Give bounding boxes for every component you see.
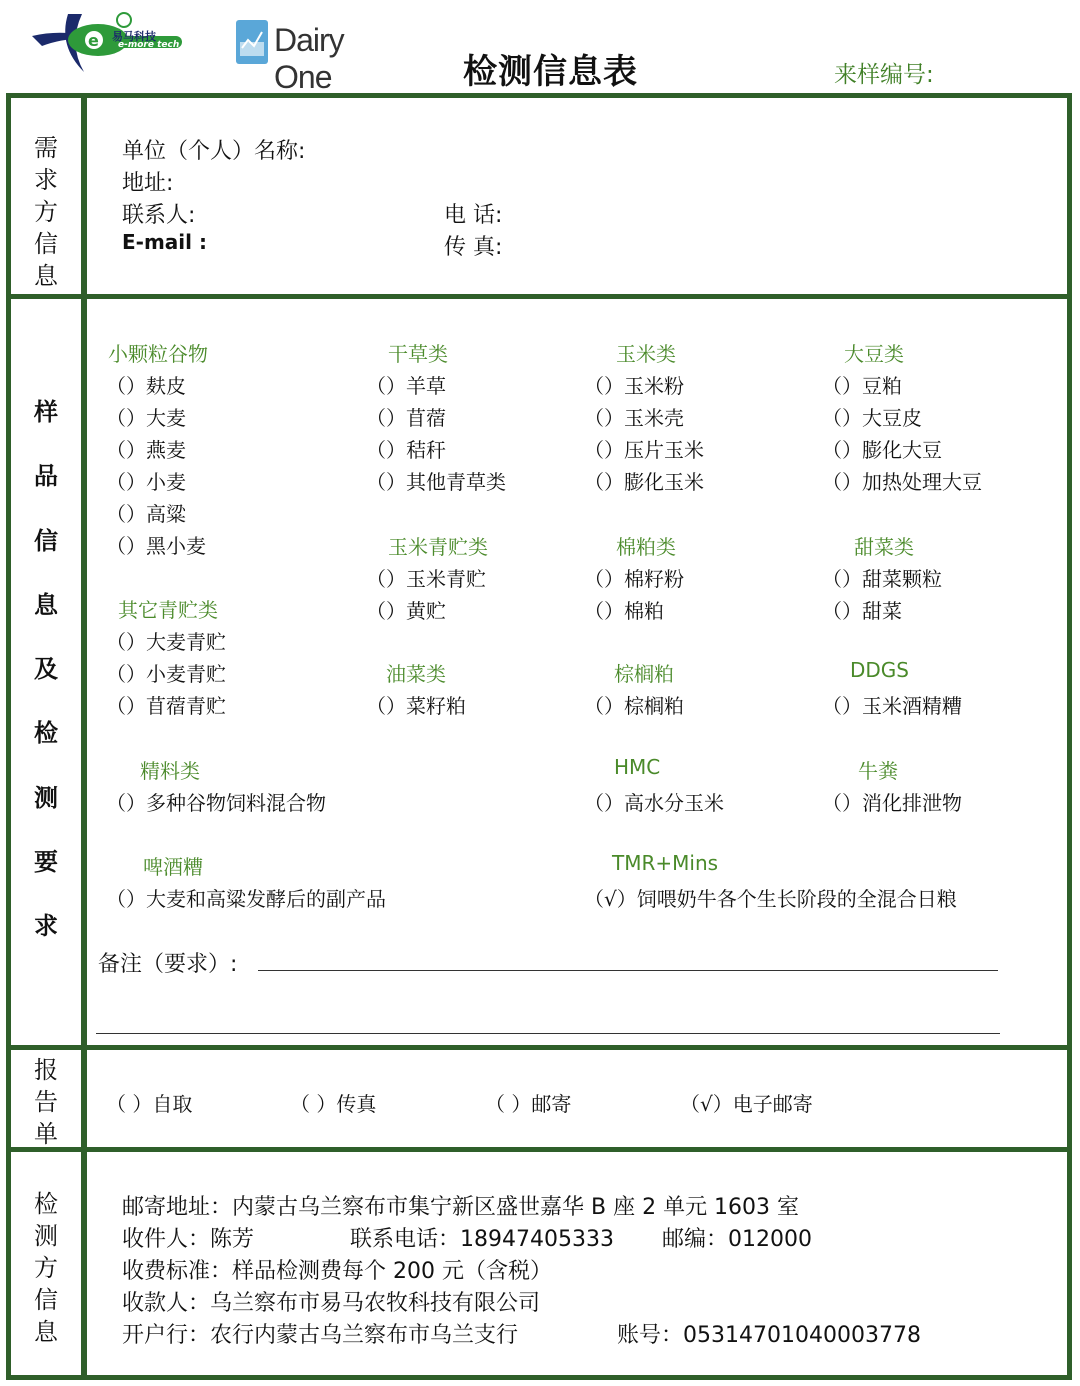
sample-category-label: DDGS [850, 658, 909, 682]
section-divider-3 [6, 1147, 1072, 1152]
report-option-email[interactable]: （√）电子邮寄 [680, 1092, 813, 1116]
phone-field[interactable]: 电 话: [444, 203, 503, 228]
sample-category-label: 小颗粒谷物 [108, 342, 208, 366]
sample-category-label: 油菜类 [386, 662, 446, 686]
remarks-line-1[interactable] [258, 970, 998, 971]
sample-option-checkbox[interactable]: （）棉粕 [584, 599, 664, 623]
contact-field[interactable]: 联系人: [122, 203, 196, 228]
unit-name-field[interactable]: 单位（个人）名称: [122, 139, 306, 164]
sample-category-label: 玉米青贮类 [388, 535, 488, 559]
e-more-logo-tagline: e-more tech [118, 40, 180, 50]
sample-option-checkbox[interactable]: （）甜菜 [822, 599, 902, 623]
sample-option-checkbox[interactable]: （）大麦 [106, 406, 186, 430]
report-option-fax[interactable]: （ ）传真 [290, 1092, 377, 1116]
lab-section-label: 检 测 方 信 息 [34, 1190, 58, 1346]
requester-section-label: 需 求 方 信 息 [34, 134, 58, 290]
sample-category-label: 牛粪 [858, 759, 898, 783]
remarks-label: 备注（要求）: [98, 952, 238, 977]
sample-option-checkbox[interactable]: （）玉米青贮 [366, 567, 486, 591]
lab-account: 账号：05314701040003778 [617, 1323, 921, 1348]
section-divider-2 [6, 1045, 1072, 1050]
form-frame [6, 93, 1072, 1380]
e-more-logo [28, 6, 188, 76]
sample-option-checkbox[interactable]: （）高粱 [106, 502, 186, 526]
remarks-line-2[interactable] [96, 1033, 1000, 1034]
sample-category-label: 大豆类 [844, 342, 904, 366]
sample-option-checkbox[interactable]: （）小麦 [106, 470, 186, 494]
sample-option-checkbox[interactable]: （）消化排泄物 [822, 791, 962, 815]
sample-option-checkbox[interactable]: （）压片玉米 [584, 438, 704, 462]
sample-option-checkbox[interactable]: （）黑小麦 [106, 534, 206, 558]
e-more-logo-text: 易马科技 [112, 30, 156, 43]
sample-category-label: HMC [614, 755, 661, 779]
dairy-one-logo [234, 18, 404, 95]
sample-option-checkbox[interactable]: （√）饲喂奶牛各个生长阶段的全混合日粮 [584, 887, 957, 911]
sample-category-label: 精料类 [140, 759, 200, 783]
sample-option-checkbox[interactable]: （）苜蓿 [366, 406, 446, 430]
lab-fee-standard: 收费标准：样品检测费每个 200 元（含税） [122, 1259, 552, 1284]
sample-option-checkbox[interactable]: （）小麦青贮 [106, 662, 226, 686]
address-field[interactable]: 地址: [122, 171, 174, 196]
svg-text:e: e [88, 31, 99, 50]
sample-category-label: 干草类 [388, 342, 448, 366]
sample-option-checkbox[interactable]: （）燕麦 [106, 438, 186, 462]
sample-option-checkbox[interactable]: （）膨化大豆 [822, 438, 942, 462]
sample-option-checkbox[interactable]: （）玉米粉 [584, 374, 684, 398]
sample-option-checkbox[interactable]: （）甜菜颗粒 [822, 567, 942, 591]
lab-phone: 联系电话：18947405333 [350, 1227, 614, 1252]
sample-option-checkbox[interactable]: （）麸皮 [106, 374, 186, 398]
sample-option-checkbox[interactable]: （）大豆皮 [822, 406, 922, 430]
report-option-mail[interactable]: （ ）邮寄 [485, 1092, 572, 1116]
report-section-label: 报 告 单 [34, 1056, 58, 1148]
dairy-one-logo-text: Dairy One [274, 22, 344, 95]
report-option-self-pickup[interactable]: （ ）自取 [106, 1092, 193, 1116]
sample-section-label: 样 品 信 息 及 检 测 要 求 [34, 398, 58, 941]
sample-option-checkbox[interactable]: （）多种谷物饲料混合物 [106, 791, 326, 815]
sample-option-checkbox[interactable]: （）秸秆 [366, 438, 446, 462]
sample-option-checkbox[interactable]: （）大麦和高粱发酵后的副产品 [106, 887, 386, 911]
sample-option-checkbox[interactable]: （）大麦青贮 [106, 630, 226, 654]
sample-option-checkbox[interactable]: （）苜蓿青贮 [106, 694, 226, 718]
fax-field[interactable]: 传 真: [444, 235, 503, 260]
sample-option-checkbox[interactable]: （）玉米酒精糟 [822, 694, 962, 718]
sample-category-label: 其它青贮类 [118, 598, 218, 622]
section-divider-1 [6, 294, 1072, 299]
sample-option-checkbox[interactable]: （）高水分玉米 [584, 791, 724, 815]
sample-option-checkbox[interactable]: （）棉籽粉 [584, 567, 684, 591]
sample-category-label: TMR+Mins [612, 851, 719, 875]
sample-category-label: 啤酒糟 [143, 855, 203, 879]
sample-number-label: 来样编号: [834, 62, 934, 88]
lab-bank: 开户行：农行内蒙古乌兰察布市乌兰支行 [122, 1323, 519, 1348]
sample-option-checkbox[interactable]: （）羊草 [366, 374, 446, 398]
sample-option-checkbox[interactable]: （）加热处理大豆 [822, 470, 982, 494]
sample-category-label: 棉粕类 [616, 535, 676, 559]
lab-payee: 收款人：乌兰察布市易马农牧科技有限公司 [122, 1291, 541, 1316]
email-field[interactable]: E-mail : [122, 230, 207, 254]
label-column-divider [81, 93, 87, 1380]
sample-option-checkbox[interactable]: （）膨化玉米 [584, 470, 704, 494]
sample-option-checkbox[interactable]: （）棕榈粕 [584, 694, 684, 718]
page-title: 检测信息表 [463, 52, 638, 92]
sample-option-checkbox[interactable]: （）菜籽粕 [366, 694, 466, 718]
sample-option-checkbox[interactable]: （）玉米壳 [584, 406, 684, 430]
lab-postcode: 邮编：012000 [662, 1227, 812, 1252]
lab-mailing-address: 邮寄地址：内蒙古乌兰察布市集宁新区盛世嘉华 B 座 2 单元 1603 室 [122, 1195, 800, 1220]
lab-recipient: 收件人：陈芳 [122, 1227, 255, 1252]
sample-category-label: 玉米类 [616, 342, 676, 366]
sample-category-label: 棕榈粕 [614, 662, 674, 686]
sample-option-checkbox[interactable]: （）其他青草类 [366, 470, 506, 494]
sample-option-checkbox[interactable]: （）黄贮 [366, 599, 446, 623]
sample-category-label: 甜菜类 [854, 535, 914, 559]
sample-option-checkbox[interactable]: （）豆粕 [822, 374, 902, 398]
